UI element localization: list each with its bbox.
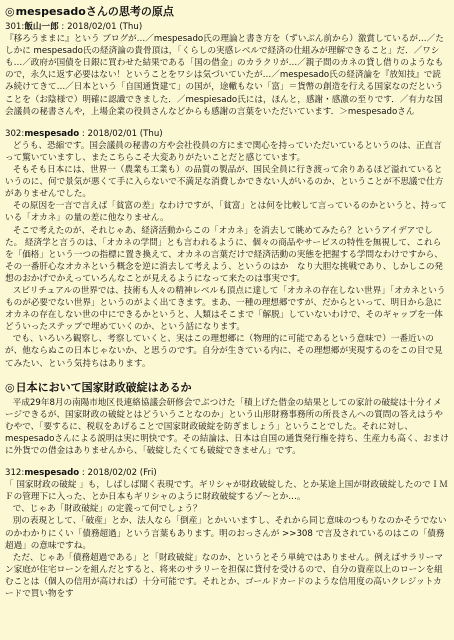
post-paragraph: 別の表現として、「破産」とか、法人なら「倒産」とかいいますし、それから同じ意味のつもりなのかそうでないのかわかりにくい「債務超過」という言葉もあります。明のおっさんが >>308 で言及されているのはこの「債務超過」の意味ですね。: [5, 516, 447, 551]
post-author: 飯山一郎: [24, 22, 59, 32]
circle-mark-icon: ◎: [5, 5, 15, 18]
section-intro: [5, 397, 449, 457]
post-date: 2018/02/02 (Fri): [87, 468, 157, 479]
post-meta: 312:mespesado : 2018/02/02 (Fri): [5, 468, 157, 479]
post-paragraph: ただ、じゃあ「債務超過である」と「財政破綻」なのか、というとそう単純ではありません。例えばサラリーマン家庭が住宅ローンを組んだとすると、将来のサラリーを担保に貸付を受けるので、自分の資産以上のローンを組むことは（個人の信用が高ければ）十分可能です。それとか、ゴールドカードのような信用度の高いクレジットカードで買い物をす: [5, 552, 443, 600]
post-paragraph: 「 国家財政の破綻 」も，しばしば聞く表現です。ギリシャが財政破綻した、とか某途上国が財政破綻したのでＩＭＦの管理下に入った、とか日本もギリシャのように財政破綻するゾ～とか…。: [5, 480, 448, 503]
section-title-text: 日本において国家財政破綻はあるか: [15, 380, 192, 394]
post-paragraph: で、じゃあ「財政破綻」の定義って何でしょう？: [12, 504, 202, 515]
section-title-text: mespesadoさんの思考の原点: [15, 5, 174, 18]
post-number[interactable]: 312: [5, 468, 22, 479]
post-paragraph: そもそも日本には、世界一（農業も工業も）の品質の製品が、国民全員に行き渡って余りあるほど溢れているというのに、何で景気が悪くて手に入らないで不満足な消費しかできない人がいるのか、ということが不思議で仕方がありませんでした。: [5, 165, 444, 200]
post-meta: 302:mespesado : 2018/02/01 (Thu): [5, 128, 163, 139]
post-paragraph: スピリチュアルの世界では、技術も人々の精神レベルも頂点に達して「オカネの存在しない世界」「オカネというものが必要でない世界」というのがよく出てきます。まあ、一種の理想郷ですが、だからといって、明日から急にオカネの存在しない世の中にできるかというと、人類はそこまで「解脱」していないわけで、そのギャップを一体どういったステップで埋めていくのか、という話になります。: [5, 285, 446, 333]
post-paragraph: どうも、恐縮です。国会議員の秘書の方や会社役員の方にまで関心を持っていただいているというのは、正直言って驚いていますし、またこちらこそ大変ありがたいことだと感じています。: [5, 140, 442, 163]
post-paragraph: そこで考えたのが、それじゃあ、経済活動からこの「オカネ」を消去して眺めてみたら？というアイデアでした。 経済学と言うのは、「オカネの学問」とも言われるように、個々の商品やサービスの特性を無視して、これらを「価格」という一つの指標に置き換えて、オカネの言葉だけで経済活動の実態を把握する学問なわけですから、その一番肝心なオカネという概念を逆に消去して考えよう、というのはか なり大胆な挑戦であり、しかしこの発想のおかげでかえっていろんなことが見えるようになって来たのは事実です。: [5, 225, 444, 284]
post-302: [5, 128, 449, 370]
intro-paragraph: 平成29年8月の南陽市地区長連絡協議会研修会でぶつけた「積上げた借金の結果としての家計の破綻は十分イメージできるが、国家財政の破綻とはどういうことなのか」という山形財務事務所の所長さんへの質問の答えはうやむやで、「要するに、税収をあげることで国家財政破綻を防ぎましょう」ということでした。それに対し、mespesadoさんによる説明は実に明快です。その結論は、日本は自国の通貨発行権を持ち、生産力も高く、おまけに外貨での借金はありませんから、「破綻したくても破綻できません」です。: [5, 397, 449, 456]
post-312: [5, 467, 449, 600]
post-body: 『移ろうままに』という ブログが…／mespesado氏の理論と書き方を（ずいぶん前から）激賞しているが…／たしかに mespesado氏の経済論の貴骨頂は，「くらしの実感レベルで経済の仕組みが理解できること」だ．／ワシも…／政府が国債を日銀に買わせた結果である「国の借金」のカラクリが…／親子間のカネの貸し借りのようなもので，永久に返す必要はない！ということをワシは気づいていたが…／mespesado氏の経済論を『放知技』で読み続けてきて…／日本という「自国通貨建て」の国が，途轍もない「富」＝貨幣の創造を行える国家なのだということを（お陰様で）明確に認識できました．／mespiesado氏には，ほんと，感謝・感激の至りです．／有力な国会議員の秘書さんや，上場企業の役員さんなどからも感謝の言葉をいただいています．＞mespesadoさん: [5, 34, 444, 117]
post-date: 2018/02/01 (Thu): [67, 22, 143, 32]
post-number[interactable]: 301: [5, 22, 22, 32]
section-title-thinking-origin: [5, 4, 449, 19]
post-date: 2018/02/01 (Thu): [87, 128, 163, 139]
section-title-fiscal-collapse: [5, 380, 449, 395]
post-author: mespesado: [24, 128, 80, 139]
post-paragraph: でも、いろいろ観察し、考察していくと、実はこの理想郷に（物理的に可能であるという意味で）一番近いのが、他ならぬこの日本じゃないか、と思うのです。自分が生きている内に、その理想郷が実現するのをこの目で見てみたい、という気持ちはあります。: [5, 334, 443, 369]
post-paragraph: その原因を一言で言えば「貧富の差」なわけですが、「貧富」とは何を比較して言っているのかというと、持っている「オカネ」の量の差に他なりません。: [5, 201, 447, 224]
post-meta: 301:飯山一郎 : 2018/02/01 (Thu): [5, 22, 143, 32]
circle-mark-icon: ◎: [5, 380, 15, 394]
post-number[interactable]: 302: [5, 128, 22, 139]
post-author: mespesado: [24, 468, 80, 479]
post-301: [5, 21, 449, 118]
